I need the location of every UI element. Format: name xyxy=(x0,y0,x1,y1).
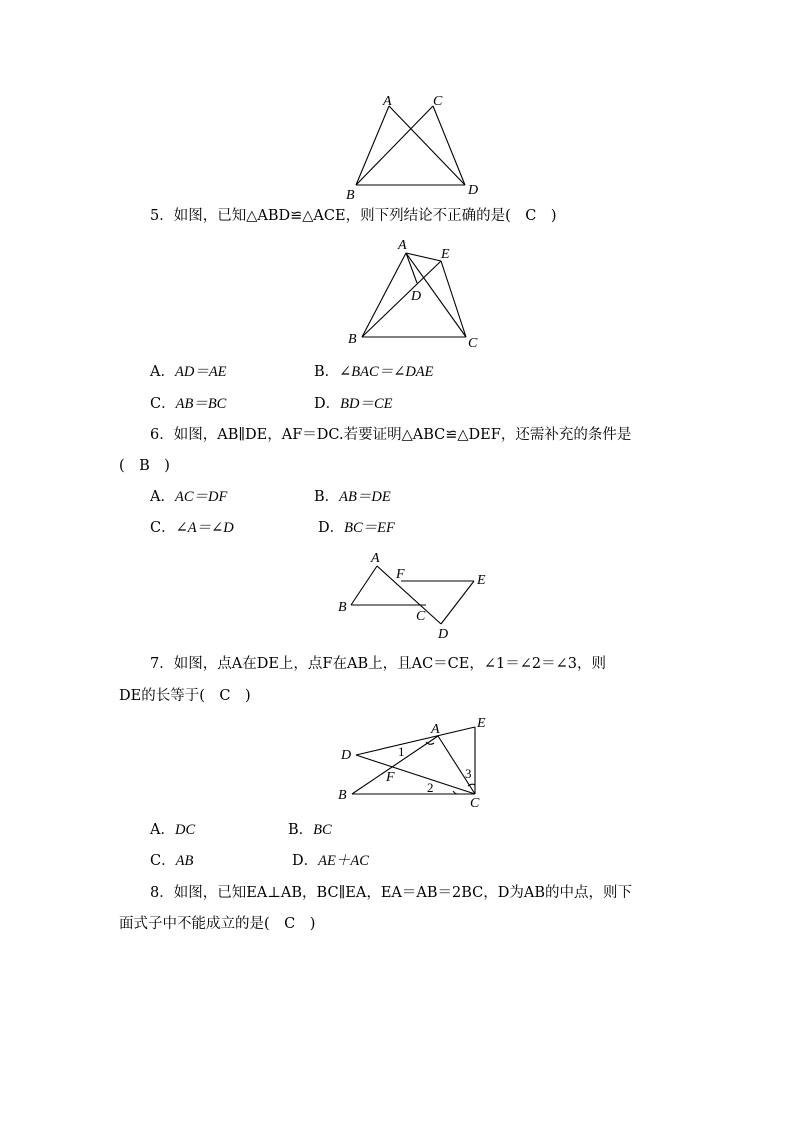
segment-ad xyxy=(377,566,441,624)
option-letter: A． xyxy=(150,822,175,838)
option-text: BC＝EF xyxy=(344,520,395,536)
option-letter: B． xyxy=(288,822,314,838)
option-text: ∠A＝∠D xyxy=(175,520,234,536)
q6-option-d xyxy=(318,518,395,538)
option-text: AB xyxy=(175,853,194,869)
label-f: F xyxy=(396,567,405,582)
option-text: AE＋AC xyxy=(318,853,369,869)
q5-figure-diagram xyxy=(344,236,484,351)
label-f: F xyxy=(386,770,395,785)
label-d: D xyxy=(341,748,352,763)
q7-option-a xyxy=(150,820,195,840)
q6-option-a xyxy=(150,487,227,507)
option-letter: A． xyxy=(150,489,175,505)
q7-option-b xyxy=(288,820,332,840)
option-letter: B． xyxy=(314,364,340,380)
label-c: C xyxy=(433,94,443,109)
figure-1-diagram xyxy=(340,92,490,204)
label-b: B xyxy=(346,188,355,203)
segment-ad xyxy=(406,253,417,283)
label-d: D xyxy=(411,289,422,304)
option-text: BD＝CE xyxy=(340,396,393,412)
option-text: AC＝DF xyxy=(174,489,228,505)
label-d: D xyxy=(438,627,449,642)
option-letter: C． xyxy=(150,853,176,869)
segment-ad xyxy=(389,106,465,185)
q7-option-c xyxy=(150,851,193,871)
q6-stem-line-2: ( B ) xyxy=(119,458,170,474)
segment-ba xyxy=(352,736,438,794)
label-c: C xyxy=(468,336,478,351)
label-a: A xyxy=(398,238,407,253)
q7-option-d xyxy=(292,851,369,871)
option-text: ∠BAC＝∠DAE xyxy=(339,364,434,380)
option-letter: D． xyxy=(318,520,345,536)
q5-option-a xyxy=(150,362,227,382)
segment-cd xyxy=(433,106,465,185)
option-letter: B． xyxy=(314,489,340,505)
q6-figure-diagram xyxy=(334,548,504,644)
q8-stem-line-1: 8．如图，已知EA⊥AB，BC∥EA，EA＝AB＝2BC，D为AB的中点，则下 xyxy=(150,885,632,901)
segment-dc xyxy=(356,755,475,794)
option-text: AD＝AE xyxy=(174,364,227,380)
label-d: D xyxy=(468,183,479,198)
segment-ab xyxy=(356,106,389,185)
label-b: B xyxy=(338,788,347,803)
segment-cb xyxy=(356,106,433,185)
label-a: A xyxy=(371,551,380,566)
label-angle-3: 3 xyxy=(465,766,472,781)
segment-ec xyxy=(441,261,466,337)
option-letter: D． xyxy=(314,396,341,412)
segment-ab xyxy=(351,566,377,605)
q5-stem: 5．如图，已知△ABD≌△ACE，则下列结论不正确的是( C ) xyxy=(150,208,557,224)
q8-stem-line-2: 面式子中不能成立的是( C ) xyxy=(119,916,316,932)
label-c: C xyxy=(470,796,480,811)
label-a: A xyxy=(431,722,440,737)
label-c: C xyxy=(416,609,426,624)
q6-stem-line-1: 6．如图，AB∥DE，AF＝DC.若要证明△ABC≌△DEF，还需补充的条件是 xyxy=(150,427,632,443)
option-text: AB＝BC xyxy=(175,396,227,412)
q7-stem-line-1: 7．如图，点A在DE上，点F在AB上，且AC＝CE，∠1＝∠2＝∠3，则 xyxy=(150,656,606,672)
option-letter: C． xyxy=(150,396,176,412)
label-b: B xyxy=(338,600,347,615)
q6-option-c xyxy=(150,518,234,538)
option-text: AB＝DE xyxy=(339,489,391,505)
option-text: BC xyxy=(313,822,332,838)
option-letter: A． xyxy=(150,364,175,380)
label-e: E xyxy=(477,573,486,588)
q5-option-d xyxy=(314,394,393,414)
q6-option-b xyxy=(314,487,391,507)
q5-option-b xyxy=(314,362,434,382)
label-e: E xyxy=(441,247,450,262)
label-a: A xyxy=(383,94,392,109)
option-letter: C． xyxy=(150,520,176,536)
segment-ed xyxy=(441,581,474,624)
label-b: B xyxy=(348,332,357,347)
segment-be xyxy=(362,261,441,337)
segment-ab xyxy=(362,253,406,337)
q7-stem-line-2: DE的长等于( C ) xyxy=(119,688,251,704)
q5-option-c xyxy=(150,394,226,414)
label-angle-2: 2 xyxy=(427,780,434,795)
option-letter: D． xyxy=(292,853,319,869)
option-text: DC xyxy=(174,822,196,838)
label-e: E xyxy=(477,716,486,731)
q7-figure-diagram xyxy=(334,712,494,812)
label-angle-1: 1 xyxy=(398,744,405,759)
